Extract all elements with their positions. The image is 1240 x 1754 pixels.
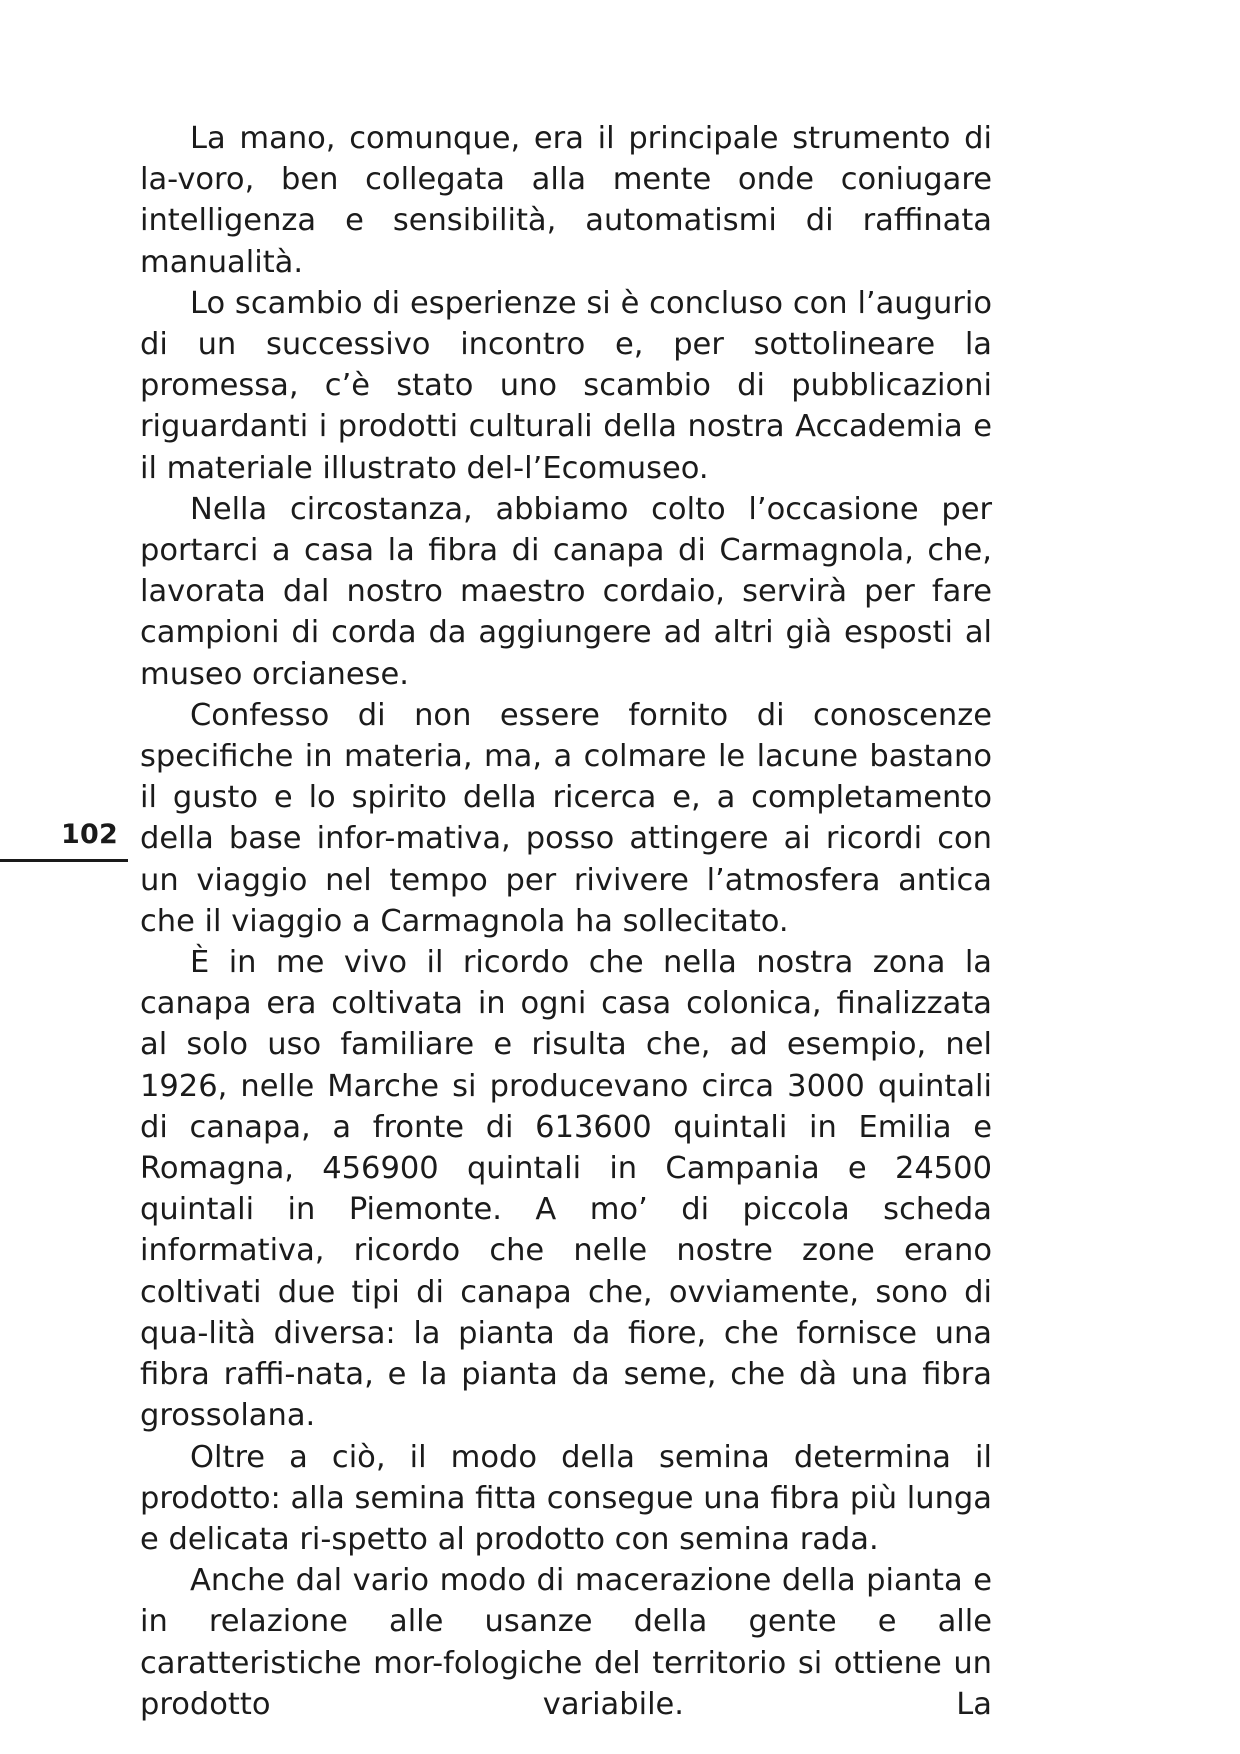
paragraph: Confesso di non essere fornito di conoscenze specifiche in materia, ma, a colmare le lacune bastano il gusto e lo spirito della ricerca e, a completamento della base infor-mativa, posso attingere ai ricordi con un viaggio nel tempo per rivivere l’atmosfera antica che il viaggio a Carmagnola ha sollecitato. — [140, 697, 992, 939]
folio-rule — [0, 859, 128, 862]
body-text-column — [140, 118, 992, 1725]
paragraph: Lo scambio di esperienze si è concluso con l’augurio di un successivo incontro e, per sottolineare la promessa, c’è stato uno scambio di pubblicazioni riguardanti i prodotti culturali della nostra Accademia e il materiale illustrato del-l’Ecomuseo. — [140, 285, 992, 486]
paragraph: Nella circostanza, abbiamo colto l’occasione per portarci a casa la fibra di canapa di Carmagnola, che, lavorata dal nostro maestro cordaio, servirà per fare campioni di corda da aggiungere ad altri già esposti al museo orcianese. — [140, 491, 992, 692]
page-number: 102 — [61, 819, 118, 850]
folio-block — [0, 806, 128, 862]
paragraph: Anche dal vario modo di macerazione della pianta e in relazione alle usanze della gente e alle caratteristiche mor-fologiche del territorio si ottiene un prodotto variabile. La — [140, 1563, 992, 1722]
paragraph: È in me vivo il ricordo che nella nostra zona la canapa era coltivata in ogni casa colonica, finalizzata al solo uso familiare e risulta che, ad esempio, nel 1926, nelle Marche si producevano circa 3000 quintali di canapa, a fronte di 613600 quintali in Emilia e Romagna, 456900 quintali in Campania e 24500 quintali in Piemonte. A mo’ di piccola scheda informativa, ricordo che nelle nostre zone erano coltivati due tipi di canapa che, ovviamente, sono di qua-lità diversa: la pianta da fiore, che fornisce una fibra raffi-nata, e la pianta da seme, che dà una fibra grossolana. — [140, 945, 992, 1434]
paragraph: La mano, comunque, era il principale strumento di la-voro, ben collegata alla mente onde coniugare intelligenza e sensibilità, automatismi di raffinata manualità. — [140, 121, 992, 280]
paragraph: Oltre a ciò, il modo della semina determina il prodotto: alla semina fitta consegue una fibra più lunga e delicata ri-spetto al prodotto con semina rada. — [140, 1439, 992, 1557]
